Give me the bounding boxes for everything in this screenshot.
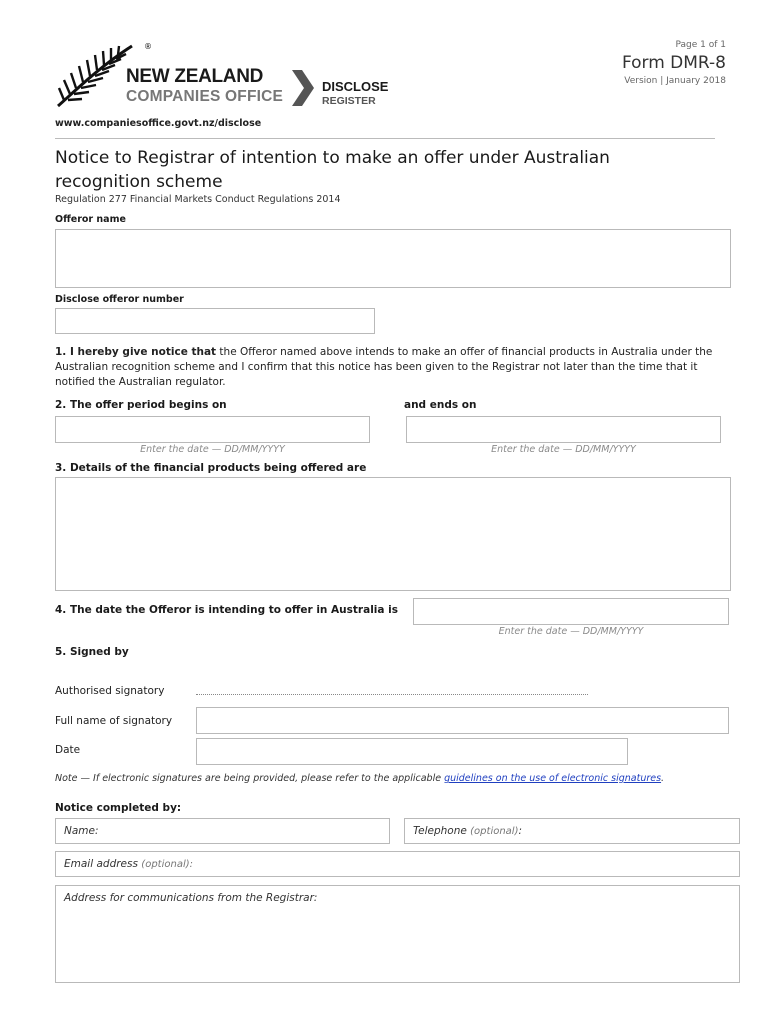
- email-label: [64, 858, 193, 870]
- notice-completed-by-heading: Notice completed by:: [55, 802, 182, 814]
- offer-begins-label: 2. The offer period begins on: [55, 399, 227, 411]
- telephone-label: [413, 825, 522, 837]
- silver-fern-icon: [54, 42, 134, 112]
- electronic-signatures-guidelines-link[interactable]: guidelines on the use of electronic signatures: [444, 773, 662, 784]
- logo-line-1: NEW ZEALAND: [126, 66, 264, 87]
- email-label-text: Email address: [64, 858, 138, 870]
- authorised-signatory-label: Authorised signatory: [55, 685, 165, 697]
- companies-office-logo: [54, 42, 394, 112]
- email-field[interactable]: [55, 851, 740, 877]
- registrar-address-field[interactable]: [55, 885, 740, 983]
- page-title: Notice to Registrar of intention to make an offer under Australian recognition scheme: [55, 148, 610, 192]
- offer-australia-date-label: 4. The date the Offeror is intending to offer in Australia is: [55, 604, 398, 616]
- offer-australia-date-field[interactable]: [413, 598, 729, 625]
- contact-name-field[interactable]: [55, 818, 390, 844]
- offer-begins-date-hint: Enter the date — DD/MM/YYYY: [140, 444, 285, 455]
- telephone-optional: (optional): [470, 826, 519, 837]
- offeror-number-field[interactable]: [55, 308, 375, 334]
- section-1-body: the Offeror named above intends to make an offer of financial products in Australia under the Australian recognition scheme and I confirm that this notice has been given to the Registrar not later than the time that it notified the Australian regulator.: [55, 346, 713, 388]
- offer-ends-label: and ends on: [404, 399, 477, 411]
- telephone-colon: :: [518, 825, 523, 837]
- offeror-name-field[interactable]: [55, 229, 731, 288]
- financial-products-field[interactable]: [55, 477, 731, 591]
- authorised-signatory-line[interactable]: [196, 694, 588, 695]
- offer-begins-date-field[interactable]: [55, 416, 370, 443]
- offeror-number-label: Disclose offeror number: [55, 294, 184, 305]
- registered-mark: ®: [144, 42, 152, 51]
- page-indicator: Page 1 of 1: [675, 40, 726, 50]
- offer-ends-date-field[interactable]: [406, 416, 721, 443]
- offeror-name-label: Offeror name: [55, 214, 126, 225]
- telephone-field[interactable]: [404, 818, 740, 844]
- section-1-notice: [55, 345, 715, 390]
- section-1-lead: 1. I hereby give notice that: [55, 346, 217, 358]
- electronic-signature-note: [55, 773, 664, 784]
- website-link[interactable]: www.companiesoffice.govt.nz/disclose: [55, 118, 262, 129]
- contact-name-label: Name:: [64, 825, 99, 837]
- email-optional: (optional):: [141, 859, 193, 870]
- logo-line-2: COMPANIES OFFICE: [126, 88, 284, 105]
- signature-date-label: Date: [55, 744, 81, 756]
- regulation-reference: Regulation 277 Financial Markets Conduct Regulations 2014: [55, 194, 341, 205]
- header-divider: [55, 138, 715, 139]
- signature-date-field[interactable]: [196, 738, 628, 765]
- signed-by-label: 5. Signed by: [55, 646, 129, 658]
- logo-register: REGISTER: [322, 95, 376, 107]
- financial-products-label: 3. Details of the financial products being offered are: [55, 462, 367, 474]
- telephone-label-text: Telephone: [413, 825, 467, 837]
- registrar-address-label: Address for communications from the Registrar:: [64, 892, 318, 904]
- note-prefix: Note — If electronic signatures are being provided, please refer to the applicable: [55, 773, 445, 784]
- signatory-full-name-field[interactable]: [196, 707, 729, 734]
- form-code: Form DMR-8: [621, 53, 726, 73]
- note-suffix: .: [661, 773, 665, 784]
- signatory-full-name-label: Full name of signatory: [55, 715, 173, 727]
- chevron-right-icon: [290, 68, 316, 108]
- logo-disclose: DISCLOSE: [322, 79, 389, 94]
- form-version: Version | January 2018: [624, 76, 726, 86]
- offer-australia-date-hint: Enter the date — DD/MM/YYYY: [498, 626, 644, 637]
- offer-ends-date-hint: Enter the date — DD/MM/YYYY: [491, 444, 636, 455]
